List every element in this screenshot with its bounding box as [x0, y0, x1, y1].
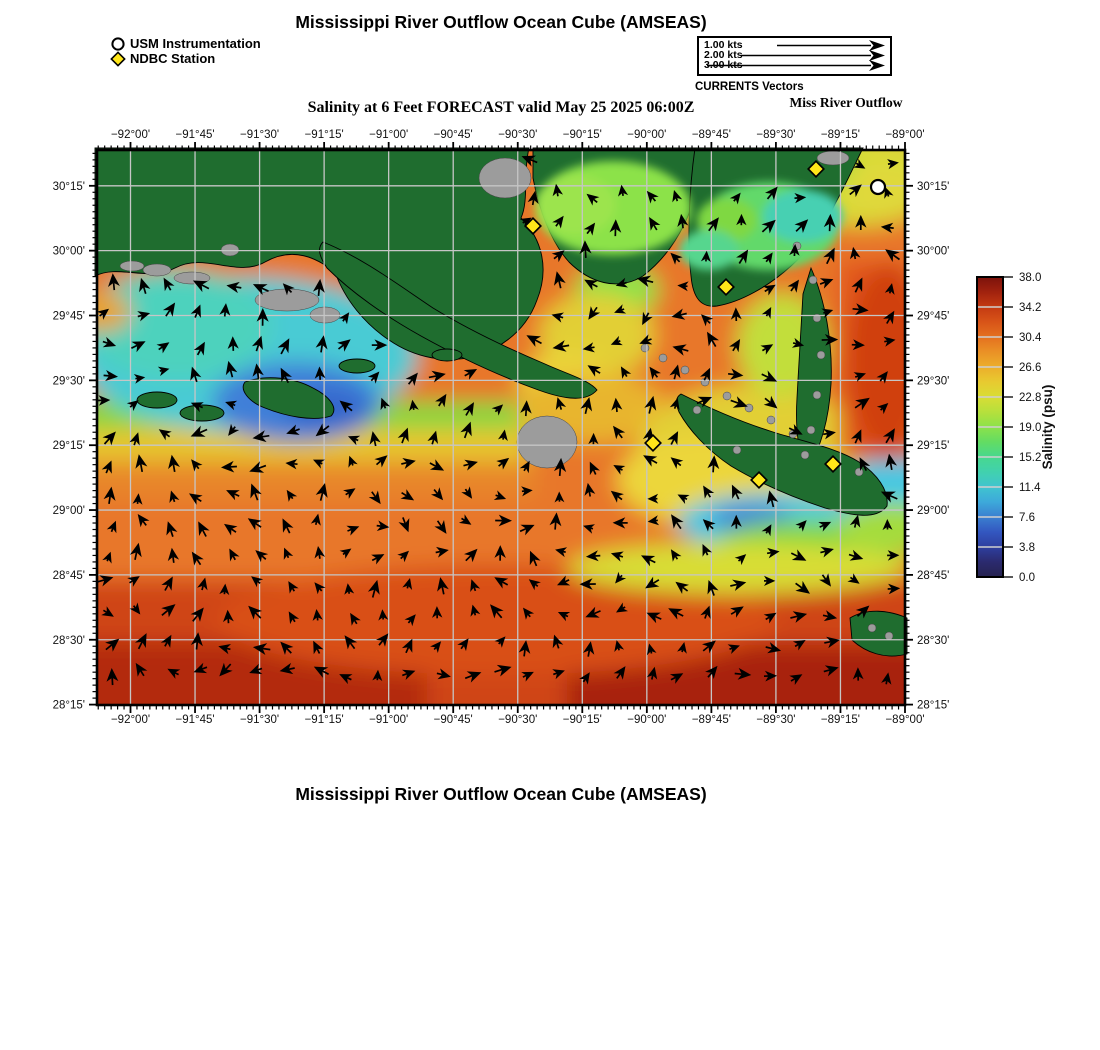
- svg-text:28°30': 28°30': [52, 634, 85, 647]
- usm-station-marker: [871, 180, 885, 194]
- svg-text:−91°00': −91°00': [369, 129, 409, 141]
- svg-text:38.0: 38.0: [1019, 272, 1042, 284]
- svg-text:19.0: 19.0: [1019, 422, 1042, 434]
- vector-legend-3kt-label: 3.00 kts: [704, 59, 743, 71]
- svg-text:34.2: 34.2: [1019, 302, 1042, 314]
- svg-text:15.2: 15.2: [1019, 452, 1042, 464]
- svg-text:22.8: 22.8: [1019, 392, 1042, 404]
- svg-text:3.8: 3.8: [1019, 542, 1035, 554]
- svg-text:29°45': 29°45': [917, 310, 950, 323]
- svg-text:29°30': 29°30': [917, 375, 950, 388]
- marker-legend-ndbc-label: NDBC Station: [130, 51, 216, 66]
- svg-text:−89°45': −89°45': [691, 714, 731, 726]
- svg-text:−89°30': −89°30': [756, 129, 796, 141]
- svg-text:−90°45': −90°45': [433, 129, 473, 141]
- svg-text:−91°45': −91°45': [175, 714, 215, 726]
- svg-text:28°30': 28°30': [917, 634, 950, 647]
- svg-text:26.6: 26.6: [1019, 362, 1042, 374]
- svg-text:−89°00': −89°00': [885, 129, 925, 141]
- svg-text:30.4: 30.4: [1019, 332, 1042, 344]
- footer-title: Mississippi River Outflow Ocean Cube (AMSEAS): [295, 784, 707, 804]
- svg-text:−90°15': −90°15': [562, 714, 602, 726]
- svg-text:−91°15': −91°15': [304, 714, 344, 726]
- svg-text:11.4: 11.4: [1019, 482, 1041, 494]
- svg-text:−89°15': −89°15': [820, 714, 861, 726]
- currents-vector-legend-caption: CURRENTS Vectors: [695, 81, 804, 93]
- svg-text:30°00': 30°00': [52, 245, 85, 258]
- svg-text:−92°00': −92°00': [110, 714, 151, 726]
- svg-text:29°00': 29°00': [52, 505, 85, 518]
- region-label: Miss River Outflow: [789, 95, 903, 110]
- svg-text:29°15': 29°15': [52, 440, 85, 453]
- colorbar-label: Salinity (psu): [1040, 384, 1055, 470]
- svg-text:29°00': 29°00': [917, 505, 950, 518]
- svg-text:30°15': 30°15': [52, 180, 85, 193]
- svg-text:−91°30': −91°30': [240, 714, 280, 726]
- svg-text:−91°00': −91°00': [369, 714, 409, 726]
- svg-text:29°15': 29°15': [917, 440, 950, 453]
- svg-text:−92°00': −92°00': [110, 129, 151, 141]
- svg-text:−90°00': −90°00': [627, 129, 667, 141]
- marker-legend-usm-label: USM Instrumentation: [130, 36, 261, 51]
- svg-text:−90°00': −90°00': [627, 714, 667, 726]
- svg-text:−89°45': −89°45': [691, 129, 731, 141]
- svg-text:−90°15': −90°15': [562, 129, 602, 141]
- svg-text:28°45': 28°45': [52, 569, 85, 582]
- svg-text:29°30': 29°30': [52, 375, 85, 388]
- svg-text:7.6: 7.6: [1019, 512, 1035, 524]
- svg-text:29°45': 29°45': [52, 310, 85, 323]
- svg-text:28°15': 28°15': [917, 699, 950, 712]
- svg-text:−91°30': −91°30': [240, 129, 280, 141]
- svg-text:28°45': 28°45': [917, 569, 950, 582]
- svg-text:−91°45': −91°45': [175, 129, 215, 141]
- map-area: [67, 120, 950, 742]
- svg-text:−91°15': −91°15': [304, 129, 344, 141]
- svg-text:30°00': 30°00': [917, 245, 950, 258]
- svg-text:−90°30': −90°30': [498, 714, 538, 726]
- svg-text:−89°30': −89°30': [756, 714, 796, 726]
- svg-text:30°15': 30°15': [917, 180, 950, 193]
- vector-legend-1kt-label: 1.00 kts: [704, 39, 743, 51]
- vector-legend-2kt-label: 2.00 kts: [704, 49, 743, 61]
- svg-text:−90°45': −90°45': [433, 714, 473, 726]
- svg-text:−89°15': −89°15': [820, 129, 861, 141]
- colorbar: [977, 272, 1055, 584]
- page-title: Mississippi River Outflow Ocean Cube (AMSEAS): [295, 12, 707, 32]
- forecast-subtitle: Salinity at 6 Feet FORECAST valid May 25 2025 06:00Z: [307, 99, 695, 116]
- svg-text:−90°30': −90°30': [498, 129, 538, 141]
- svg-text:0.0: 0.0: [1019, 572, 1035, 584]
- svg-text:−89°00': −89°00': [885, 714, 925, 726]
- svg-text:28°15': 28°15': [52, 699, 85, 712]
